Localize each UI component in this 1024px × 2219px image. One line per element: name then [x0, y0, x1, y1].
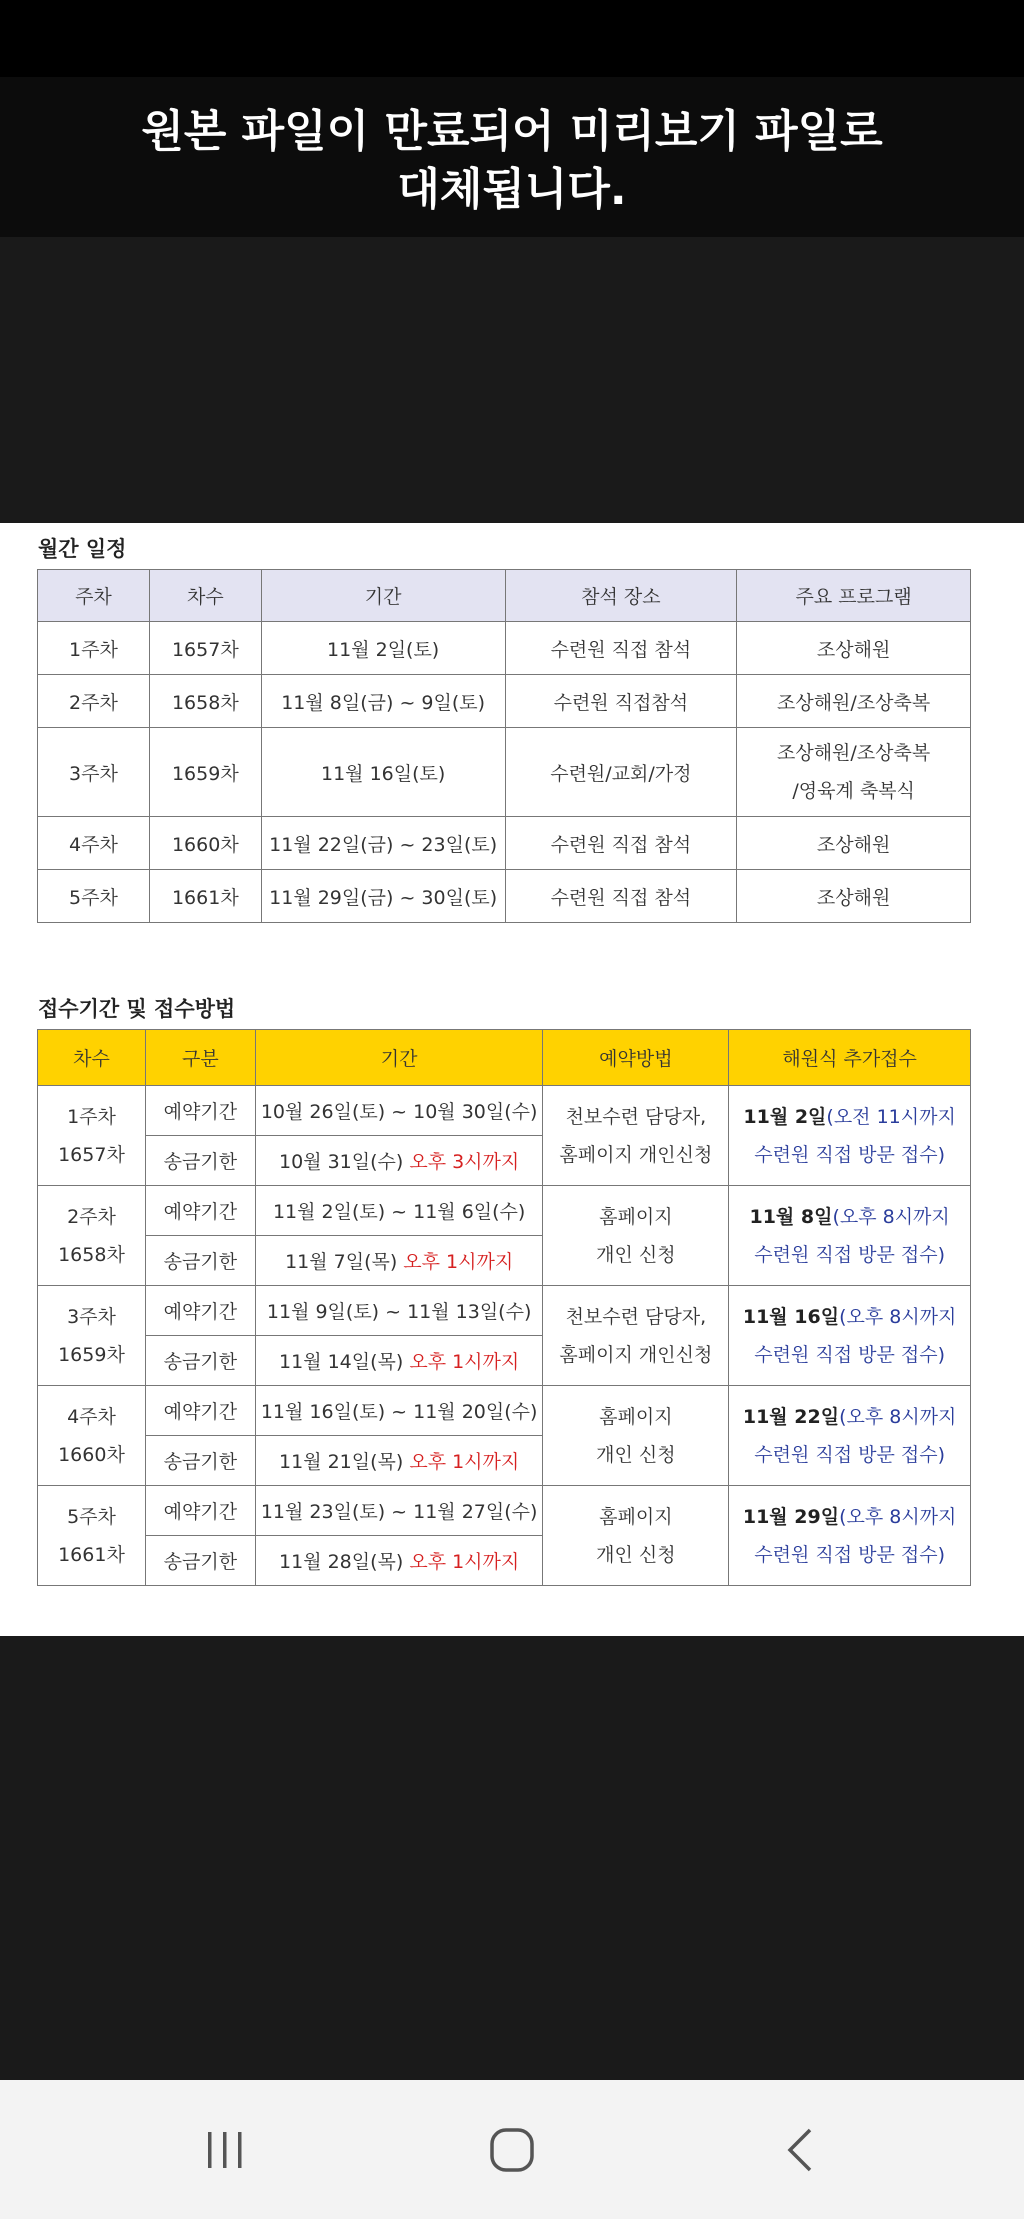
deadline-cell: [255, 1236, 543, 1286]
program-cell: [737, 728, 971, 817]
method-line: 개인 신청: [596, 1543, 676, 1566]
method-line: 개인 신청: [596, 1243, 676, 1266]
deadline-date: 11월 21일(목): [279, 1451, 410, 1473]
deadline-time: 오후 1시까지: [409, 1351, 520, 1373]
method-cell: [543, 1286, 729, 1386]
week-cell: 5주차: [38, 870, 150, 923]
column-header: 구분: [145, 1030, 255, 1086]
deadline-time: 오후 1시까지: [409, 1551, 520, 1573]
program-cell: 조상해원: [737, 870, 971, 923]
expired-file-banner: [0, 77, 1024, 237]
column-header: 주요 프로그램: [737, 570, 971, 622]
week-label: 3주차: [67, 1305, 116, 1328]
table-header-row: [38, 570, 971, 622]
period-cell: 11월 22일(금) ~ 23일(토): [261, 817, 505, 870]
column-header: 기간: [261, 570, 505, 622]
table-row: [38, 675, 971, 728]
session-label: 1658차: [58, 1243, 125, 1266]
extra-line: 수련원 직접 방문 접수): [754, 1543, 945, 1566]
place-cell: 수련원 직접 참석: [505, 870, 737, 923]
table-row: [38, 1086, 971, 1136]
method-cell: [543, 1086, 729, 1186]
deadline-cell: [255, 1336, 543, 1386]
home-button[interactable]: [472, 2122, 552, 2178]
deadline-time: 오후 3시까지: [409, 1151, 520, 1173]
method-line: 개인 신청: [596, 1443, 676, 1466]
status-bar: [0, 0, 1024, 77]
session-group-cell: [38, 1486, 146, 1586]
period-cell: 11월 16일(토): [261, 728, 505, 817]
period-cell: 11월 29일(금) ~ 30일(토): [261, 870, 505, 923]
extra-line: [729, 1298, 970, 1336]
deadline-cell: [255, 1136, 543, 1186]
type-cell: 송금기한: [145, 1136, 255, 1186]
method-line: 천보수련 담당자,: [565, 1105, 707, 1128]
place-cell: 수련원 직접참석: [505, 675, 737, 728]
week-label: 5주차: [67, 1505, 116, 1528]
deadline-date: 11월 7일(목): [285, 1251, 404, 1273]
method-line: 홈페이지 개인신청: [559, 1343, 713, 1366]
preview-image[interactable]: [0, 523, 1024, 1636]
week-cell: 2주차: [38, 675, 150, 728]
method-line: 홈페이지: [599, 1505, 673, 1528]
table-row: [38, 622, 971, 675]
place-cell: 수련원 직접 참석: [505, 817, 737, 870]
place-cell: 수련원/교회/가정: [505, 728, 737, 817]
type-cell: 송금기한: [145, 1536, 255, 1586]
banner-line-2: 대체됩니다.: [397, 164, 627, 215]
extra-time: (오전 11시까지: [826, 1105, 956, 1128]
extra-time: (오후 8시까지: [839, 1405, 957, 1428]
table-row: [38, 1486, 971, 1536]
extra-date: 11월 8일: [749, 1205, 833, 1228]
type-cell: 예약기간: [145, 1186, 255, 1236]
method-cell: [543, 1386, 729, 1486]
extra-line: 수련원 직접 방문 접수): [754, 1243, 945, 1266]
column-header: 예약방법: [543, 1030, 729, 1086]
session-group-cell: [38, 1386, 146, 1486]
extra-registration-cell: [729, 1386, 971, 1486]
session-cell: 1658차: [149, 675, 261, 728]
week-cell: 4주차: [38, 817, 150, 870]
type-cell: 송금기한: [145, 1236, 255, 1286]
column-header: 해원식 추가접수: [729, 1030, 971, 1086]
session-cell: 1661차: [149, 870, 261, 923]
session-group-cell: [38, 1086, 146, 1186]
session-label: 1659차: [58, 1343, 125, 1366]
extra-date: 11월 16일: [742, 1305, 840, 1328]
method-line: 홈페이지: [599, 1205, 673, 1228]
period-cell: 10월 26일(토) ~ 10월 30일(수): [255, 1086, 543, 1136]
type-cell: 송금기한: [145, 1336, 255, 1386]
recents-icon: [203, 2128, 247, 2172]
deadline-cell: [255, 1436, 543, 1486]
method-line: 홈페이지 개인신청: [559, 1143, 713, 1166]
extra-line: 수련원 직접 방문 접수): [754, 1143, 945, 1166]
week-label: 4주차: [67, 1405, 116, 1428]
registration-title: 접수기간 및 접수방법: [38, 997, 236, 1021]
deadline-date: 11월 14일(목): [279, 1351, 410, 1373]
column-header: 기간: [255, 1030, 543, 1086]
deadline-date: 10월 31일(수): [279, 1151, 410, 1173]
session-group-cell: [38, 1286, 146, 1386]
session-group-cell: [38, 1186, 146, 1286]
extra-date: 11월 22일: [742, 1405, 840, 1428]
recents-button[interactable]: [185, 2122, 265, 2178]
deadline-time: 오후 1시까지: [409, 1451, 520, 1473]
program-cell: 조상해원: [737, 622, 971, 675]
session-label: 1661차: [58, 1543, 125, 1566]
extra-time: (오후 8시까지: [839, 1305, 957, 1328]
week-cell: 3주차: [38, 728, 150, 817]
session-cell: 1660차: [149, 817, 261, 870]
method-line: 홈페이지: [599, 1405, 673, 1428]
extra-date: 11월 2일: [743, 1105, 827, 1128]
registration-table: [37, 1029, 971, 1586]
extra-registration-cell: [729, 1186, 971, 1286]
program-cell: 조상해원/조상축복: [737, 675, 971, 728]
method-cell: [543, 1186, 729, 1286]
extra-line: [729, 1398, 970, 1436]
week-cell: 1주차: [38, 622, 150, 675]
deadline-cell: [255, 1536, 543, 1586]
column-header: 차수: [38, 1030, 146, 1086]
extra-line: 수련원 직접 방문 접수): [754, 1443, 945, 1466]
schedule-title: 월간 일정: [38, 537, 127, 561]
program-cell: 조상해원: [737, 817, 971, 870]
session-cell: 1657차: [149, 622, 261, 675]
type-cell: 예약기간: [145, 1386, 255, 1436]
navigation-bar: [0, 2080, 1024, 2219]
period-cell: 11월 2일(토): [261, 622, 505, 675]
deadline-time: 오후 1시까지: [403, 1251, 514, 1273]
table-row: [38, 870, 971, 923]
column-header: 참석 장소: [505, 570, 737, 622]
table-row: [38, 1286, 971, 1336]
column-header: 주차: [38, 570, 150, 622]
period-cell: 11월 2일(토) ~ 11월 6일(수): [255, 1186, 543, 1236]
extra-line: [729, 1198, 970, 1236]
week-label: 2주차: [67, 1205, 116, 1228]
session-cell: 1659차: [149, 728, 261, 817]
type-cell: 송금기한: [145, 1436, 255, 1486]
method-cell: [543, 1486, 729, 1586]
table-row: [38, 1186, 971, 1236]
period-cell: 11월 8일(금) ~ 9일(토): [261, 675, 505, 728]
table-row: [38, 1386, 971, 1436]
column-header: 차수: [149, 570, 261, 622]
extra-time: (오후 8시까지: [839, 1505, 957, 1528]
type-cell: 예약기간: [145, 1286, 255, 1336]
period-cell: 11월 16일(토) ~ 11월 20일(수): [255, 1386, 543, 1436]
type-cell: 예약기간: [145, 1486, 255, 1536]
method-line: 천보수련 담당자,: [565, 1305, 707, 1328]
extra-registration-cell: [729, 1486, 971, 1586]
extra-time: (오후 8시까지: [832, 1205, 950, 1228]
extra-registration-cell: [729, 1086, 971, 1186]
week-label: 1주차: [67, 1105, 116, 1128]
extra-line: 수련원 직접 방문 접수): [754, 1343, 945, 1366]
table-header-row: [38, 1030, 971, 1086]
program-line: /영육계 축복식: [792, 780, 915, 802]
extra-date: 11월 29일: [742, 1505, 840, 1528]
banner-line-1: 원본 파일이 만료되어 미리보기 파일로: [141, 106, 883, 157]
table-row: [38, 728, 971, 817]
program-line: 조상해원/조상축복: [777, 742, 931, 764]
table-row: [38, 817, 971, 870]
extra-registration-cell: [729, 1286, 971, 1386]
session-label: 1660차: [58, 1443, 125, 1466]
extra-line: [729, 1098, 970, 1136]
back-icon: [780, 2126, 820, 2174]
home-icon: [488, 2126, 536, 2174]
schedule-table: [37, 569, 971, 923]
place-cell: 수련원 직접 참석: [505, 622, 737, 675]
type-cell: 예약기간: [145, 1086, 255, 1136]
session-label: 1657차: [58, 1143, 125, 1166]
period-cell: 11월 9일(토) ~ 11월 13일(수): [255, 1286, 543, 1336]
period-cell: 11월 23일(토) ~ 11월 27일(수): [255, 1486, 543, 1536]
extra-line: [729, 1498, 970, 1536]
deadline-date: 11월 28일(목): [279, 1551, 410, 1573]
back-button[interactable]: [760, 2122, 840, 2178]
